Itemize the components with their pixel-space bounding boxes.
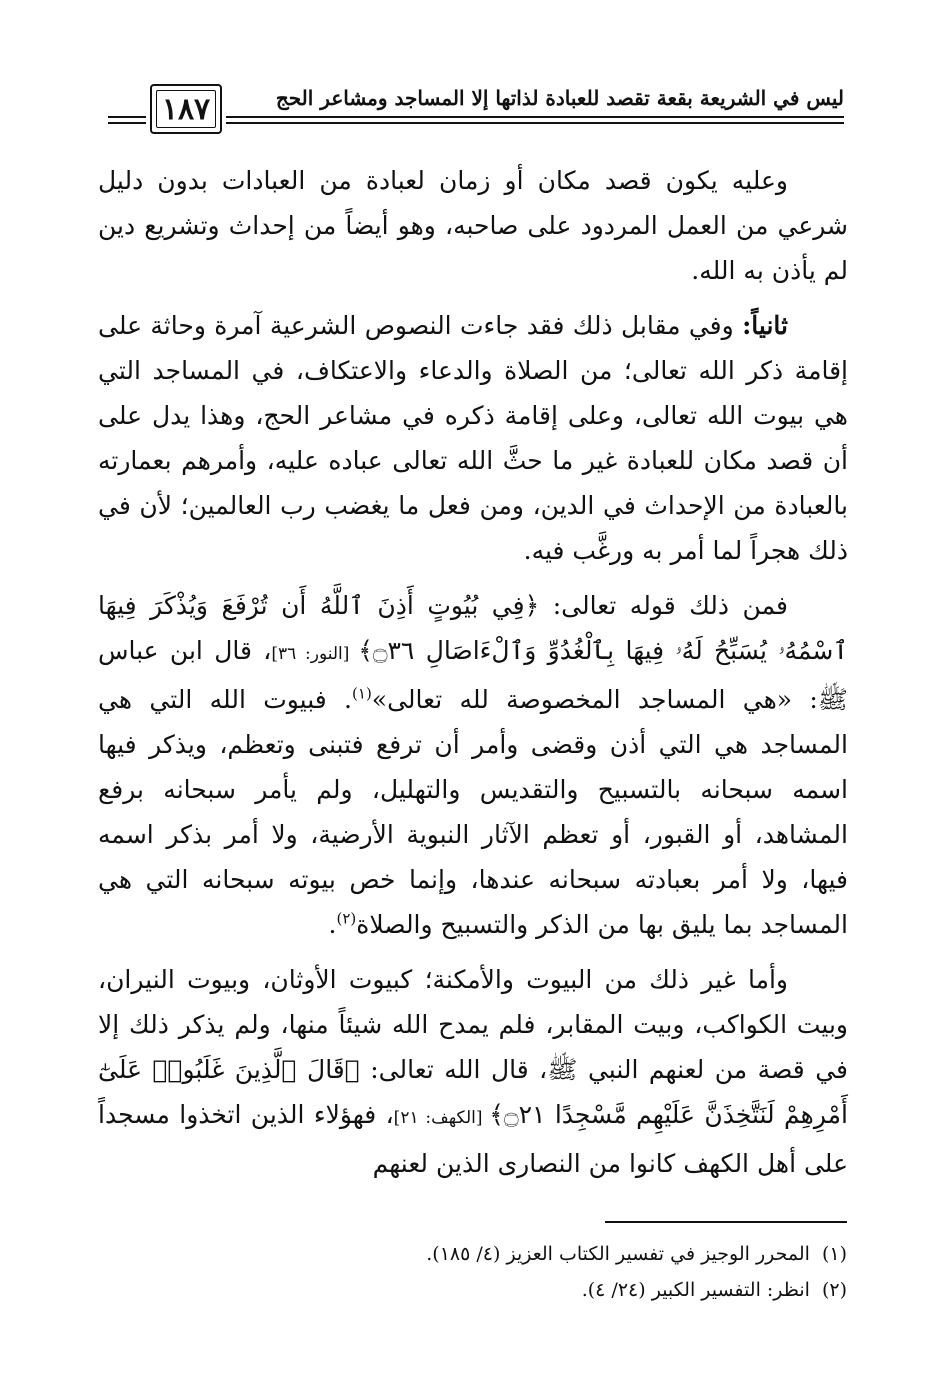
paragraph-text: فمن ذلك قوله تعالى: (539, 591, 788, 620)
page-number-frame (150, 84, 222, 134)
paragraph (98, 957, 848, 1186)
footnote (107, 1272, 847, 1308)
section-lead: ثانياً: (742, 311, 788, 340)
footnote-text: انظر: التفسير الكبير (٢٤/ ٤). (581, 1279, 810, 1301)
quran-verse: ﴿فِي بُيُوتٍ أَذِنَ ٱللَّهُ أَن تُرْفَعَ وَيُذْكَرَ فِيهَا ٱسْمُهُۥ يُسَبِّحُ لَهُۥ فِيهَا بِٱلْغُدُوِّ وَٱلْءَاصَالِ ۝٣٦﴾ (98, 591, 848, 665)
header-rule (226, 116, 844, 118)
footnote-text: المحرر الوجيز في تفسير الكتاب العزيز (٤/ ١٨٥). (426, 1243, 810, 1265)
footnotes (107, 1236, 847, 1308)
footnote-number: (٢) (821, 1279, 847, 1301)
header-rule (226, 122, 844, 124)
paragraph-text: وفي مقابل ذلك فقد جاءت النصوص الشرعية آمرة وحاثة على إقامة ذكر الله تعالى؛ من الصلاة والدعاء والاعتكاف، في المساجد التي هي بيوت الله تعالى، وعلى إقامة ذكره في مشاعر الحج، وهذا يدل على أن قصد مكان للعبادة غير ما حثَّ الله تعالى عباده عليه، وأمرهم بعمارته بالعبادة من الإحداث في الدين، ومن فعل ما يغضب رب العالمين؛ لأن في ذلك هجراً لما أمر به ورغَّب فيه. (98, 311, 848, 565)
paragraph-text: وأما غير ذلك من البيوت والأمكنة؛ كبيوت الأوثان، وبيوت النيران، وبيت الكواكب، وبيت المقابر، فلم يمدح الله شيئاً منها، ولم يذكر ذلك إلا في قصة من لعنهم النبي ﷺ، قال الله تعالى: (98, 965, 848, 1084)
paragraph-text: . فبيوت الله التي هي المساجد هي التي أذن وقضى وأمر أن ترفع فتبنى وتعظم، ويذكر فيها اسمه سبحانه بالتسبيح والتقديس والتهليل، ولم يأمر سبحانه برفع المشاهد، أو القبور، أو تعظم الآثار النبوية الأرضية، ولا أمر بذكر اسمه فيها، ولا أمر بعبادته سبحانه عندها، وإنما خص بيوته سبحانه التي هي المساجد بما يليق بها من الذكر والتسبيح والصلاة (98, 685, 848, 939)
paragraph (98, 303, 848, 573)
page-number: ١٨٧ (161, 91, 211, 127)
page-header (108, 80, 844, 144)
paragraph-text: . (328, 910, 337, 939)
header-rule (108, 116, 146, 118)
header-rule (108, 122, 146, 124)
verse-reference: [النور: ٣٦] (271, 644, 359, 664)
paragraph-text: وعليه يكون قصد مكان أو زمان لعبادة من العبادات بدون دليل شرعي من العمل المردود على صاحبه، وهو أيضاً من إحداث وتشريع دين لم يأذن به الله. (98, 166, 848, 285)
footnote-separator (605, 1221, 847, 1223)
footnote-number: (١) (821, 1243, 847, 1265)
footnote-marker[interactable]: (٢) (336, 909, 357, 928)
paragraph (98, 158, 848, 293)
paragraph-text: ، فهؤلاء الذين اتخذوا مسجداً على أهل الكهف كانوا من النصارى الذين لعنهم (98, 1100, 848, 1178)
paragraph (98, 583, 848, 947)
footnote (107, 1236, 847, 1272)
main-text (98, 158, 848, 1186)
running-title: ليس في الشريعة بقعة تقصد للعبادة لذاتها إلا المساجد ومشاعر الحج (275, 86, 844, 110)
paragraph-text: ، قال ابن عباس ﷺ: «هي المساجد المخصوصة لله تعالى» (98, 636, 849, 714)
quran-verse: ﴿قَالَ ٱلَّذِينَ غَلَبُوا۟ عَلَىٰٓ أَمْرِهِمْ لَنَتَّخِذَنَّ عَلَيْهِم مَّسْجِدًا ۝٢١﴾ (98, 1055, 848, 1129)
footnote-marker[interactable]: (١) (352, 684, 372, 703)
verse-reference: [الكهف: ٢١] (393, 1108, 490, 1128)
